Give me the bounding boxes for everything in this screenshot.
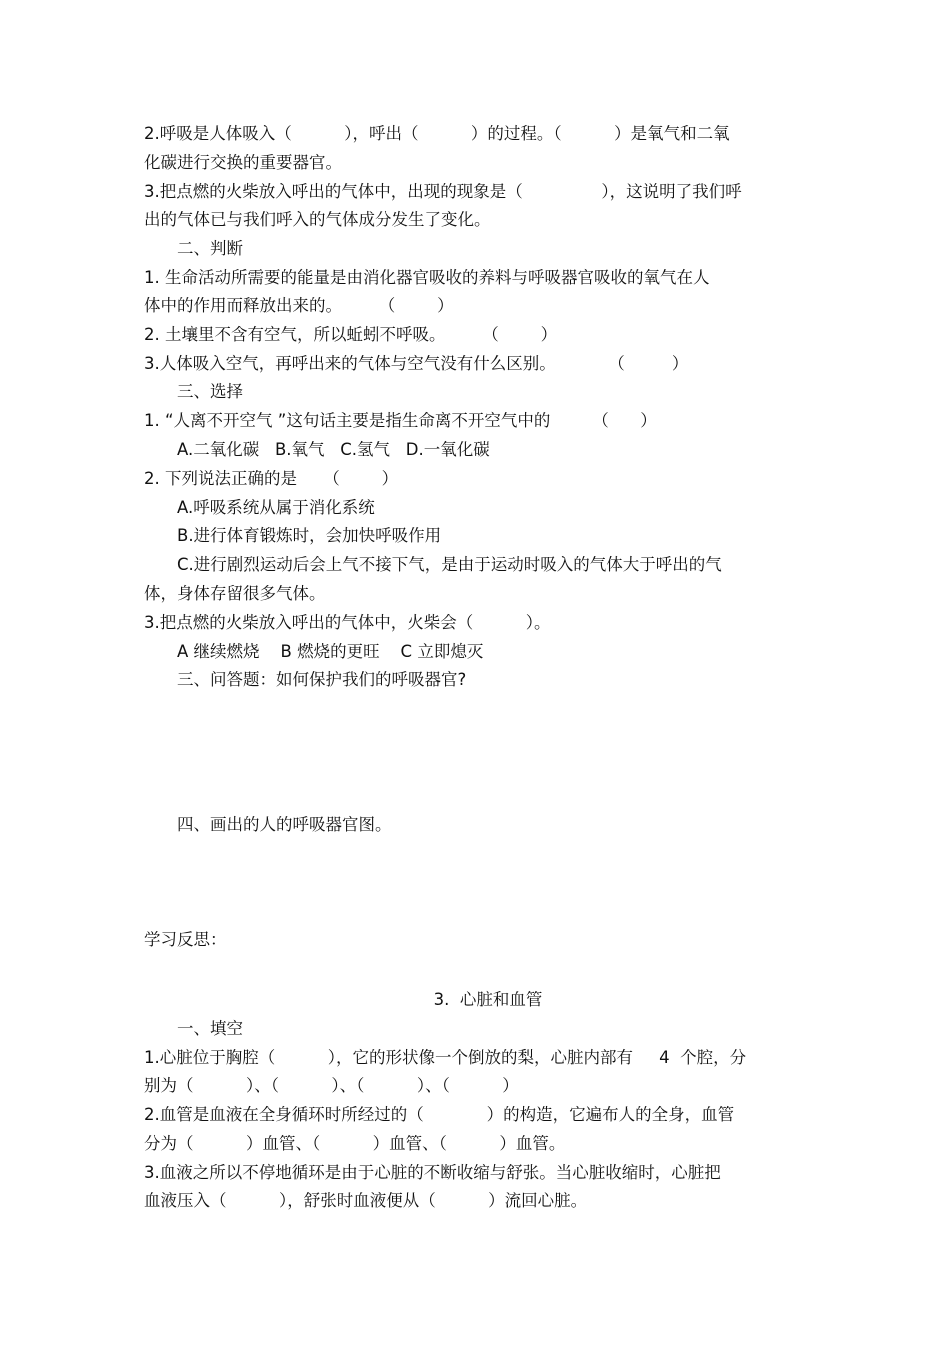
- qa-heading: 三、问答题：如何保护我们的呼吸器官?: [177, 670, 467, 689]
- fill-question-3-line-1: 3.把点燃的火柴放入呼出的气体中，出现的现象是（ ），这说明了我们呼: [144, 182, 742, 201]
- fill-question-2-line-2: 化碳进行交换的重要器官。: [144, 153, 342, 172]
- choice-heading: 三、选择: [177, 382, 243, 401]
- judge-question-3: 3.人体吸入空气，再呼出来的气体与空气没有什么区别。 （ ）: [144, 354, 689, 373]
- choice-question-2-option-c-line-1: C.进行剧烈运动后会上气不接下气，是由于运动时吸入的气体大于呼出的气: [177, 555, 722, 574]
- section-3-fill-heading: 一、填空: [177, 1019, 243, 1038]
- choice-question-1: 1. “人离不开空气 ”这句话主要是指生命离不开空气中的 （ ）: [144, 411, 657, 430]
- reflection-label: 学习反思：: [144, 930, 227, 949]
- fill-question-2-line-1: 2.呼吸是人体吸入（ ），呼出（ ）的过程。（ ）是氧气和二氧: [144, 124, 730, 143]
- fill-question-3-line-2: 出的气体已与我们呼入的气体成分发生了变化。: [144, 210, 491, 229]
- section-3-question-2-line-2: 分为（ ）血管、（ ）血管、（ ）血管。: [144, 1134, 566, 1153]
- judge-question-1-line-2: 体中的作用而释放出来的。 （ ）: [144, 296, 454, 315]
- choice-question-2-option-b: B.进行体育锻炼时，会加快呼吸作用: [177, 526, 442, 545]
- choice-question-1-options: A.二氧化碳 B.氧气 C.氢气 D.一氧化碳: [177, 440, 490, 459]
- choice-question-3-options: A 继续燃烧 B 燃烧的更旺 C 立即熄灭: [177, 642, 484, 661]
- choice-question-2-option-c-line-2: 体，身体存留很多气体。: [144, 584, 326, 603]
- section-3-question-1-line-1: 1.心脏位于胸腔（ ），它的形状像一个倒放的梨，心脏内部有 4 个腔，分: [144, 1048, 747, 1067]
- draw-heading: 四、画出的人的呼吸器官图。: [177, 815, 392, 834]
- choice-question-3: 3.把点燃的火柴放入呼出的气体中，火柴会（ ）。: [144, 613, 551, 632]
- choice-question-2-option-a: A.呼吸系统从属于消化系统: [177, 498, 375, 517]
- judge-heading: 二、判断: [177, 239, 243, 258]
- section-3-question-2-line-1: 2.血管是血液在全身循环时所经过的（ ）的构造，它遍布人的全身，血管: [144, 1105, 735, 1124]
- section-3-question-1-line-2: 别为（ ）、（ ）、（ ）、（ ）: [144, 1076, 519, 1095]
- choice-question-2: 2. 下列说法正确的是 （ ）: [144, 469, 399, 488]
- section-3-question-3-line-2: 血液压入（ ），舒张时血液便从（ ）流回心脏。: [144, 1191, 588, 1210]
- judge-question-2: 2. 土壤里不含有空气，所以蚯蚓不呼吸。 （ ）: [144, 325, 558, 344]
- section-3-question-3-line-1: 3.血液之所以不停地循环是由于心脏的不断收缩与舒张。当心脏收缩时，心脏把: [144, 1163, 721, 1182]
- judge-question-1-line-1: 1. 生命活动所需要的能量是由消化器官吸收的养料与呼吸器官吸收的氧气在人: [144, 268, 710, 287]
- section-3-title: 3. 心脏和血管: [433, 990, 543, 1009]
